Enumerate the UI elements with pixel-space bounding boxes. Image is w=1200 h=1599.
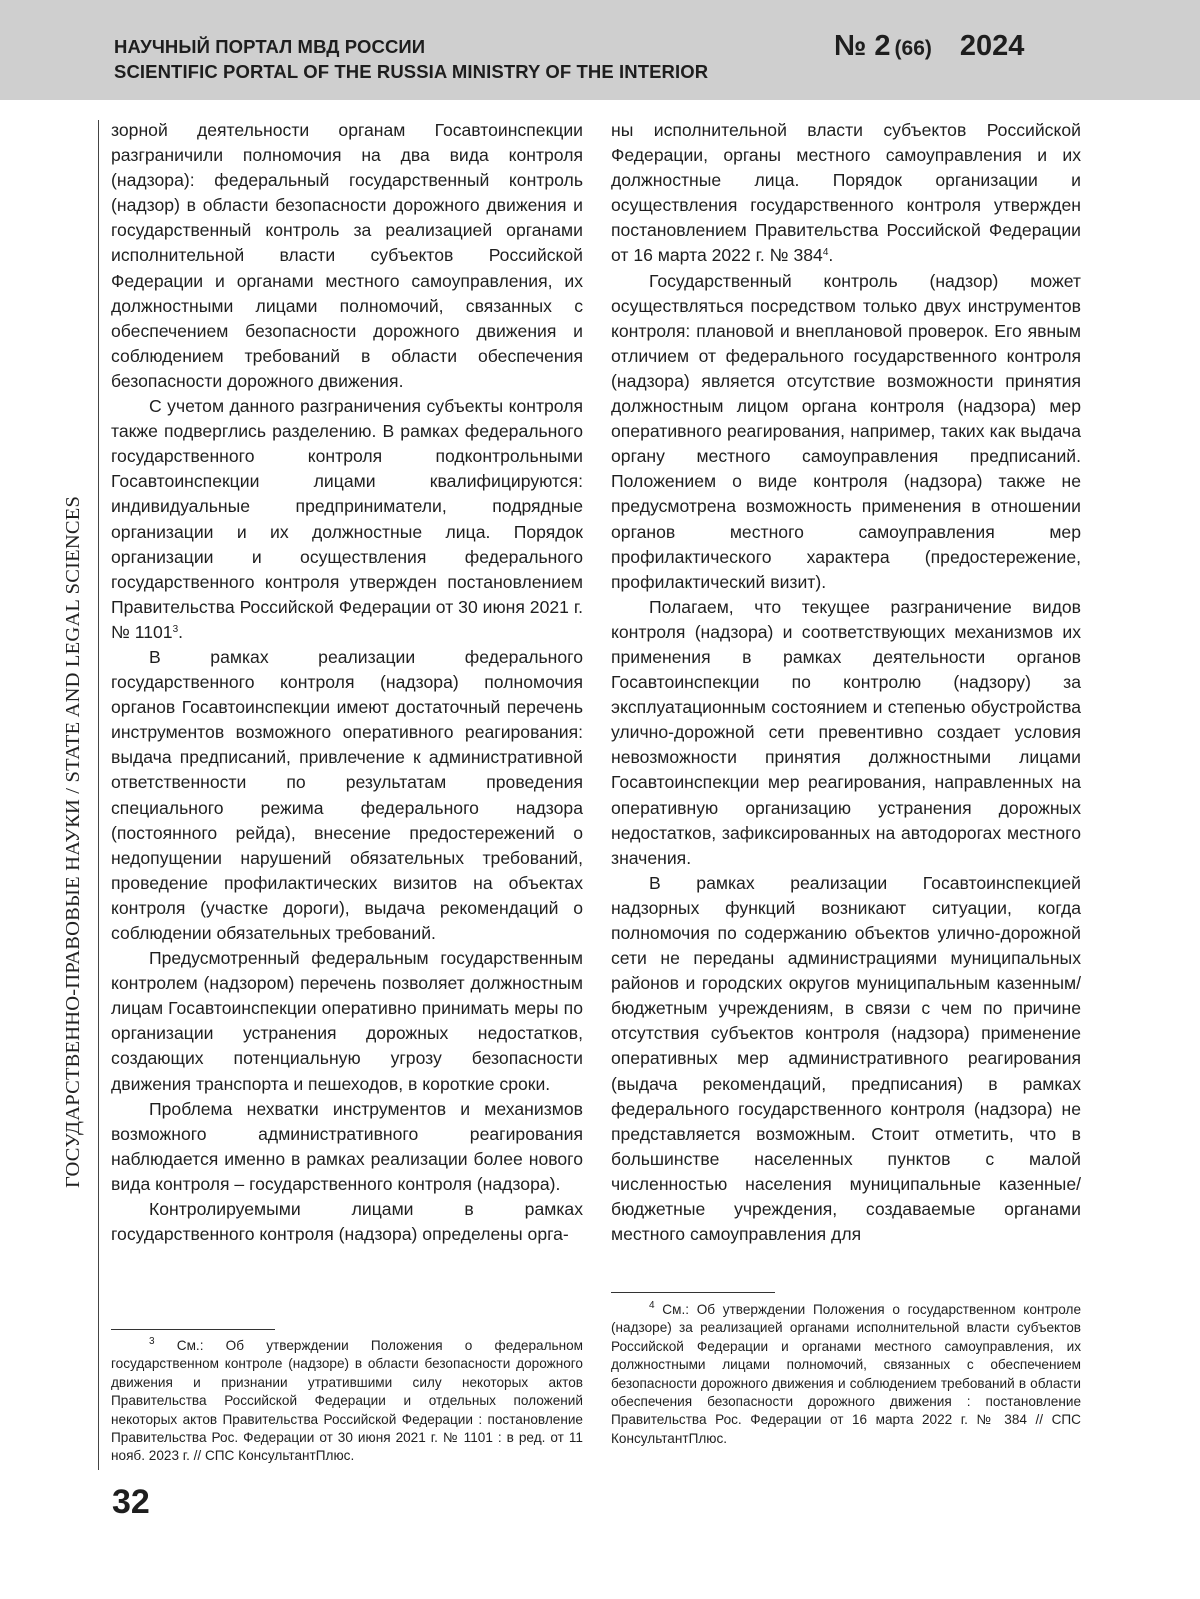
journal-title-block <box>114 34 708 84</box>
section-sidebar-label: ГОСУДАРСТВЕННО-ПРАВОВЫЕ НАУКИ / STATE AND LEGAL SCIENCES <box>62 495 84 1188</box>
paragraph: Контролируемыми лицами в рамках государственного контроля (надзора) определены орга- <box>111 1199 583 1245</box>
footnote-text: См.: Об утверждении Положения о федеральном государственном контроле (надзоре) в области безопасности дорожного движения и признании утратившими силу некоторых актов Правительства Российской Федерации и отдельных положений некоторых актов Правительства Российской Федерации : постановление Правительства Рос. Федерации от 30 июня 2021 г. № 1101 : в ред. от 11 нояб. 2023 г. // СПС КонсультантПлюс. <box>111 1338 583 1464</box>
paragraph: В рамках реализации Госавтоинспекцией надзорных функций возникают ситуации, когда полномочия по содержанию объектов улично-дорожной сети не переданы администрациями муниципальных районов и городских округов муниципальным казенным/бюджетным учреждениям, в связи с чем по причине отсутствия субъектов контроля (надзора) применение оперативных мер административного реагирования (выдача рекомендаций, предписания) в рамках федерального государственного контроля (надзора) не представляется возможным. Стоит отметить, что в большинстве населенных пунктов с малой численностью населения муниципальные казенные/бюджетные учреждения, создаваемые органами местного самоуправления для <box>611 872 1081 1245</box>
footnote-4 <box>611 1301 1081 1448</box>
paragraph: Государственный контроль (надзор) может осуществляться посредством только двух инструментов контроля: плановой и внеплановой проверок. Его явным отличием от федерального государственного контроля (надзора) является отсутствие возможности принятия должностным лицом органа контроля (надзора) мер оперативного реагирования, например, таких как выдача органу местного самоуправления предписаний. Положением о виде контроля (надзора) также не предусмотрена возможность применения в отношении органов местного самоуправления мер профилактического характера (предостережение, профилактический визит). <box>611 270 1081 592</box>
right-text-column <box>611 118 1081 1247</box>
issue-year: 2024 <box>959 30 1025 62</box>
issue-total: (66) <box>894 37 932 60</box>
page-number: 32 <box>112 1483 150 1521</box>
journal-title-en: SCIENTIFIC PORTAL OF THE RUSSIA MINISTRY OF THE INTERIOR <box>114 61 709 82</box>
paragraph: зорной деятельности органам Госавтоинспекции разграничили полномочия на два вида контроля (надзора): федеральный государственный контроль (надзор) в области безопасности дорожного движения и государственный контроль за реализацией органами исполнительной власти субъектов Российской Федерации и органами местного самоуправления, их должностными лицами полномочий, связанных с обеспечением безопасности дорожного движения и соблюдением требований в области обеспечения безопасности дорожного движения. <box>111 120 583 391</box>
sidebar-divider <box>98 120 99 1470</box>
footnote-ref[interactable]: 4 <box>822 247 829 259</box>
footnote-marker: 3 <box>149 1336 155 1347</box>
journal-header <box>0 0 1200 100</box>
footnote-separator <box>111 1329 275 1330</box>
issue-info <box>834 30 1024 63</box>
issue-number: № 2 <box>834 30 891 62</box>
footnote-ref[interactable]: 3 <box>172 623 179 635</box>
paragraph: Предусмотренный федеральным государственным контролем (надзором) перечень позволяет должностным лицам Госавтоинспекции оперативно принимать меры по организации устранения дорожных недостатков, создающих потенциальную угрозу безопасности движения транспорта и пешеходов, в короткие сроки. <box>111 948 583 1094</box>
paragraph: В рамках реализации федерального государственного контроля (надзора) полномочия органов Госавтоинспекции имеют достаточный перечень инструментов возможного оперативного реагирования: выдача предписаний, привлечение к административной ответственности по результатам проведения специального режима федерального надзора (постоянного рейда), внесение предостережений о недопущении нарушений обязательных требований, проведение профилактических визитов на объектах контроля (участке дороги), выдача рекомендаций о соблюдении обязательных требований. <box>111 646 583 943</box>
paragraph: Полагаем, что текущее разграничение видов контроля (надзора) и соответствующих механизмов их применения в рамках деятельности органов Госавтоинспекции по контролю (надзору) за эксплуатационным состоянием и степенью обустройства улично-дорожной сети превентивно создает условия невозможности принятия должностными лицами Госавтоинспекции мер реагирования, направленных на оперативную организацию устранения дорожных недостатков, зафиксированных на автодорогах местного значения. <box>611 596 1081 868</box>
left-text-column <box>111 118 583 1247</box>
footnote-3 <box>111 1337 583 1466</box>
journal-title-ru: НАУЧНЫЙ ПОРТАЛ МВД РОССИИ <box>114 36 426 57</box>
paragraph: С учетом данного разграничения субъекты контроля также подверглись разделению. В рамках федерального государственного контроля подконтрольными Госавтоинспекции лицами квалифицируются: индивидуальные предприниматели, подрядные организации и их должностные лица. Порядок организации и осуществления федерального государственного контроля утвержден постановлением Правительства Российской Федерации от 30 июня 2021 г. № 1101$^3$. <box>111 396 583 642</box>
footnote-text: См.: Об утверждении Положения о государственном контроле (надзоре) за реализацией органами исполнительной власти субъектов Российской Федерации и органами местного самоуправления, их должностными лицами полномочий, связанных с обеспечением безопасности дорожного движения и соблюдением требований в области обеспечения безопасности дорожного движения : постановление Правительства Рос. Федерации от 16 марта 2022 г. № 384 // СПС КонсультантПлюс. <box>611 1302 1082 1446</box>
paragraph: Проблема нехватки инструментов и механизмов возможного административного реагирования наблюдается именно в рамках реализации более нового вида контроля – государственного контроля (надзора). <box>111 1098 583 1194</box>
paragraph: ны исполнительной власти субъектов Российской Федерации, органы местного самоуправления и их должностные лица. Порядок организации и осуществления государственного контроля утвержден постановлением Правительства Российской Федерации от 16 марта 2022 г. № $384^4$. <box>611 120 1081 266</box>
footnote-separator <box>611 1292 775 1293</box>
footnote-marker: 4 <box>649 1300 655 1311</box>
